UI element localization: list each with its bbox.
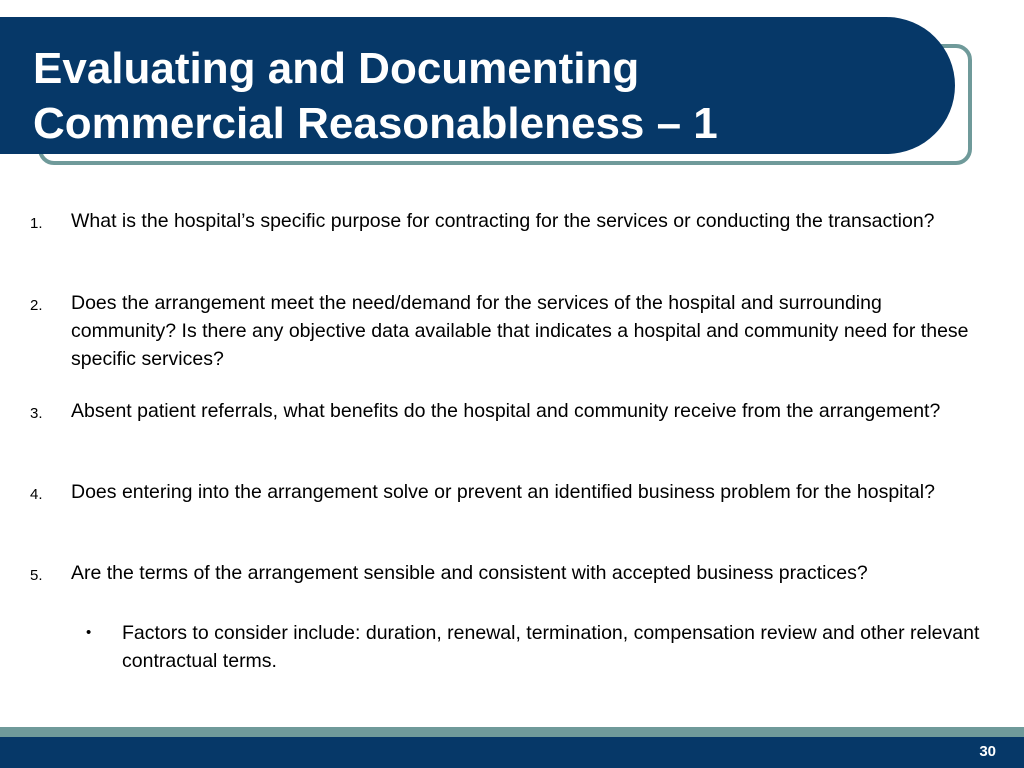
list-item-text: Does the arrangement meet the need/demand for the services of the hospital and surrounding community? Is there any objective data available that indicates a hospital and community need for these specific services? bbox=[71, 292, 969, 370]
footer-accent-stripe bbox=[0, 727, 1024, 737]
list-item-text: Are the terms of the arrangement sensible and consistent with accepted business practices? bbox=[71, 562, 868, 584]
sub-bullet-text: Factors to consider include: duration, renewal, termination, compensation review and other relevant contractual terms. bbox=[122, 622, 980, 672]
footer-bar bbox=[0, 737, 1024, 768]
list-item-number: 5. bbox=[30, 567, 43, 584]
list-item-text: Does entering into the arrangement solve or prevent an identified business problem for the hospital? bbox=[71, 481, 935, 503]
title-banner bbox=[0, 17, 955, 154]
list-item-number: 3. bbox=[30, 405, 43, 422]
slide-title-line-2: Commercial Reasonableness – 1 bbox=[33, 99, 718, 148]
list-item-text: Absent patient referrals, what benefits do the hospital and community receive from the arrangement? bbox=[71, 400, 941, 422]
slide-title bbox=[33, 41, 933, 151]
list-item-number: 4. bbox=[30, 486, 43, 503]
slide-title-line-1: Evaluating and Documenting bbox=[33, 44, 640, 93]
list-item-number: 1. bbox=[30, 215, 43, 232]
sub-bullet-marker: • bbox=[86, 624, 92, 641]
list-item-number: 2. bbox=[30, 297, 43, 314]
list-item-text: What is the hospital’s specific purpose for contracting for the services or conducting the transaction? bbox=[71, 210, 935, 232]
page-number: 30 bbox=[979, 743, 996, 760]
